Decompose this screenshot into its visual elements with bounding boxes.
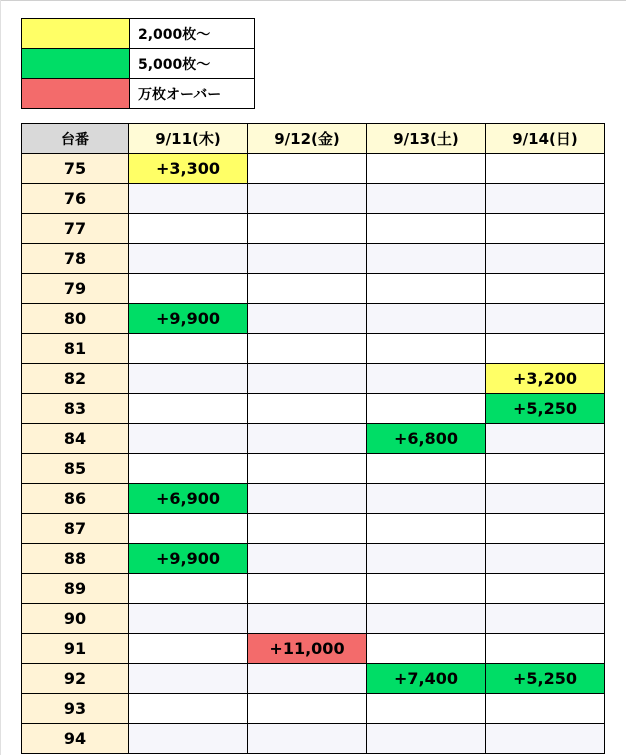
machine-number-cell: 82 — [22, 364, 129, 394]
machine-number-cell: 92 — [22, 664, 129, 694]
result-cell — [367, 634, 486, 664]
date-header: 9/11(木) — [129, 124, 248, 154]
result-cell — [129, 364, 248, 394]
results-table — [21, 123, 605, 754]
result-cell — [248, 694, 367, 724]
legend-label: 2,000枚～ — [130, 19, 255, 49]
result-cell — [486, 514, 605, 544]
table-row — [22, 514, 605, 544]
result-cell: +6,800 — [367, 424, 486, 454]
results-table-body — [22, 154, 605, 754]
result-cell — [486, 724, 605, 754]
result-cell — [248, 274, 367, 304]
result-cell — [129, 514, 248, 544]
result-cell — [129, 634, 248, 664]
machine-number-cell: 83 — [22, 394, 129, 424]
result-cell — [486, 274, 605, 304]
result-cell: +3,200 — [486, 364, 605, 394]
table-row — [22, 484, 605, 514]
table-row — [22, 574, 605, 604]
result-cell — [248, 724, 367, 754]
header-row — [22, 124, 605, 154]
machine-number-cell: 86 — [22, 484, 129, 514]
result-cell — [129, 424, 248, 454]
result-cell: +9,900 — [129, 544, 248, 574]
table-row — [22, 724, 605, 754]
result-cell — [367, 694, 486, 724]
date-header: 9/13(土) — [367, 124, 486, 154]
legend-label: 5,000枚～ — [130, 49, 255, 79]
table-row — [22, 394, 605, 424]
result-cell — [486, 484, 605, 514]
result-cell: +9,900 — [129, 304, 248, 334]
table-row — [22, 694, 605, 724]
sheet-top-border — [0, 0, 626, 1]
legend-row — [22, 49, 255, 79]
result-cell — [367, 214, 486, 244]
result-cell — [129, 214, 248, 244]
result-cell — [129, 604, 248, 634]
legend-label: 万枚オーバー — [130, 79, 255, 109]
machine-number-cell: 77 — [22, 214, 129, 244]
result-cell — [486, 634, 605, 664]
result-cell — [248, 184, 367, 214]
machine-number-cell: 79 — [22, 274, 129, 304]
result-cell — [367, 454, 486, 484]
result-cell — [486, 184, 605, 214]
table-row — [22, 664, 605, 694]
result-cell — [486, 454, 605, 484]
result-cell — [367, 484, 486, 514]
result-cell — [129, 184, 248, 214]
result-cell — [248, 214, 367, 244]
machine-number-cell: 81 — [22, 334, 129, 364]
date-header: 9/12(金) — [248, 124, 367, 154]
result-cell — [248, 394, 367, 424]
result-cell — [486, 334, 605, 364]
result-cell — [367, 604, 486, 634]
legend-row — [22, 79, 255, 109]
result-cell — [486, 154, 605, 184]
machine-number-cell: 89 — [22, 574, 129, 604]
machine-number-cell: 94 — [22, 724, 129, 754]
result-cell — [248, 514, 367, 544]
result-cell — [367, 334, 486, 364]
result-cell — [248, 334, 367, 364]
result-cell — [248, 484, 367, 514]
result-cell — [367, 364, 486, 394]
result-cell — [486, 214, 605, 244]
result-cell: +3,300 — [129, 154, 248, 184]
result-cell — [248, 664, 367, 694]
machine-number-cell: 87 — [22, 514, 129, 544]
result-cell — [248, 424, 367, 454]
result-cell — [486, 544, 605, 574]
color-legend — [21, 18, 255, 109]
machine-number-cell: 88 — [22, 544, 129, 574]
legend-swatch — [22, 19, 130, 49]
table-row — [22, 244, 605, 274]
result-cell — [367, 394, 486, 424]
machine-number-cell: 90 — [22, 604, 129, 634]
result-cell — [248, 544, 367, 574]
result-cell — [486, 694, 605, 724]
result-cell — [129, 574, 248, 604]
table-row — [22, 184, 605, 214]
result-cell — [129, 394, 248, 424]
result-cell — [367, 514, 486, 544]
result-cell — [486, 574, 605, 604]
table-row — [22, 214, 605, 244]
table-row — [22, 634, 605, 664]
result-cell — [367, 724, 486, 754]
result-cell — [367, 184, 486, 214]
table-row — [22, 304, 605, 334]
result-cell — [367, 544, 486, 574]
result-cell — [248, 604, 367, 634]
result-cell — [367, 154, 486, 184]
table-row — [22, 334, 605, 364]
result-cell — [367, 574, 486, 604]
legend-swatch — [22, 79, 130, 109]
result-cell — [367, 244, 486, 274]
result-cell: +5,250 — [486, 664, 605, 694]
result-cell — [367, 274, 486, 304]
legend-body — [22, 19, 255, 109]
table-row — [22, 544, 605, 574]
result-cell — [129, 274, 248, 304]
result-cell: +6,900 — [129, 484, 248, 514]
result-cell — [129, 334, 248, 364]
result-cell: +7,400 — [367, 664, 486, 694]
date-header: 9/14(日) — [486, 124, 605, 154]
machine-number-cell: 93 — [22, 694, 129, 724]
result-cell — [486, 244, 605, 274]
sheet-left-border — [0, 0, 1, 755]
result-cell — [486, 424, 605, 454]
result-cell — [129, 724, 248, 754]
legend-swatch — [22, 49, 130, 79]
table-row — [22, 454, 605, 484]
machine-number-cell: 80 — [22, 304, 129, 334]
table-row — [22, 274, 605, 304]
result-cell — [486, 304, 605, 334]
result-cell — [248, 304, 367, 334]
machine-number-cell: 84 — [22, 424, 129, 454]
result-cell — [248, 574, 367, 604]
machine-number-cell: 78 — [22, 244, 129, 274]
result-cell — [248, 154, 367, 184]
result-cell: +5,250 — [486, 394, 605, 424]
table-row — [22, 424, 605, 454]
machine-number-cell: 91 — [22, 634, 129, 664]
machine-number-cell: 75 — [22, 154, 129, 184]
result-cell — [129, 694, 248, 724]
results-table-header — [22, 124, 605, 154]
result-cell — [367, 304, 486, 334]
result-cell — [248, 244, 367, 274]
machine-number-cell: 76 — [22, 184, 129, 214]
result-cell: +11,000 — [248, 634, 367, 664]
table-row — [22, 604, 605, 634]
result-cell — [248, 454, 367, 484]
table-row — [22, 154, 605, 184]
result-cell — [129, 664, 248, 694]
result-cell — [248, 364, 367, 394]
result-cell — [129, 454, 248, 484]
legend-row — [22, 19, 255, 49]
table-row — [22, 364, 605, 394]
result-cell — [486, 604, 605, 634]
machine-number-cell: 85 — [22, 454, 129, 484]
result-cell — [129, 244, 248, 274]
machine-number-header: 台番 — [22, 124, 129, 154]
